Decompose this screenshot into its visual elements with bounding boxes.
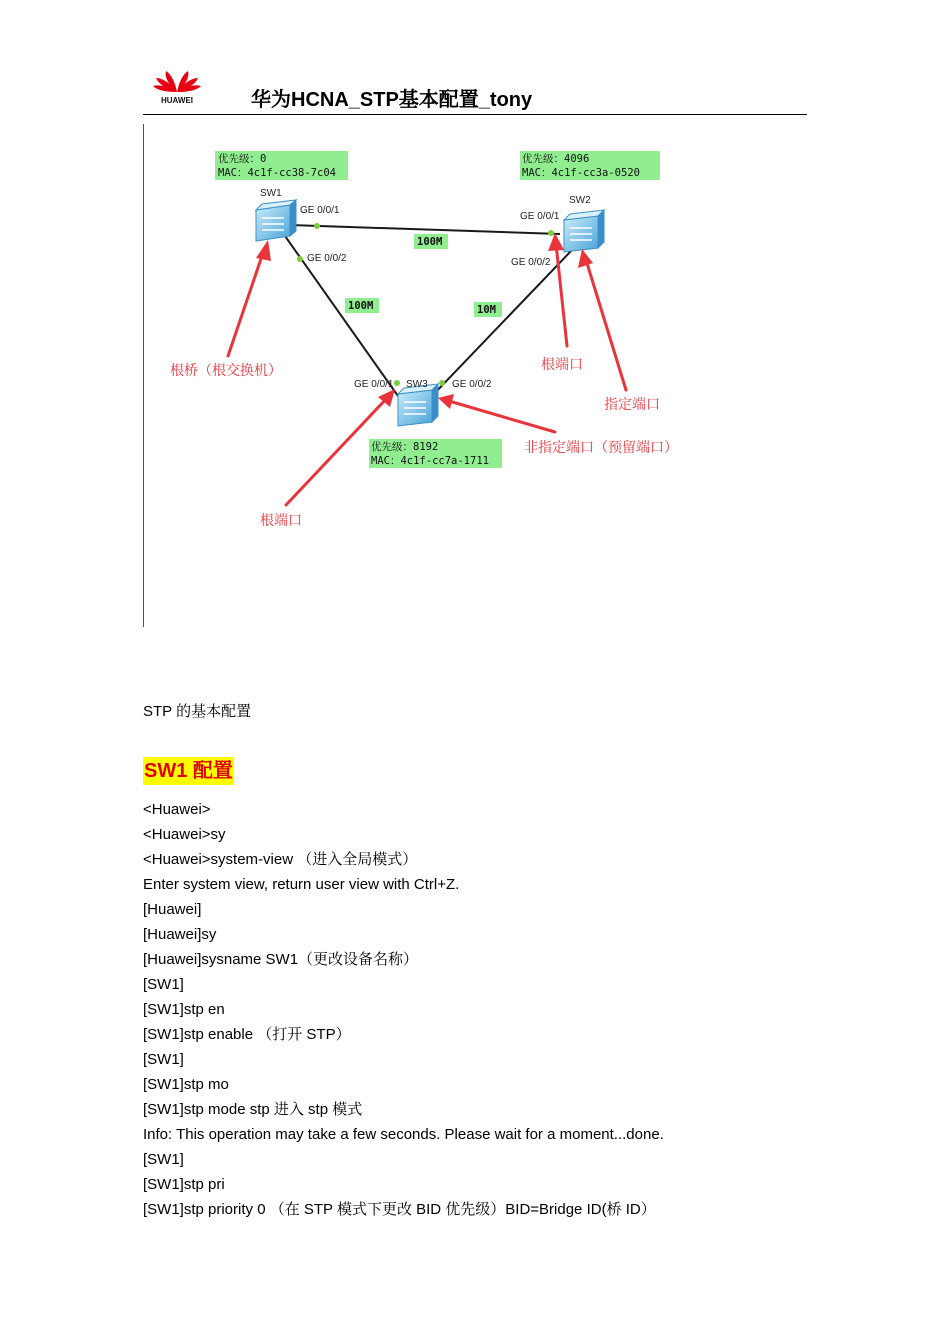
sw2-mac: MAC：4c1f-cc3a-0520 [522, 167, 640, 179]
config-line: [SW1]stp mode stp 进入 stp 模式 [143, 1101, 363, 1118]
config-line: [SW1] [143, 976, 184, 993]
config-line: <Huawei> [143, 801, 211, 818]
sw2-name: SW2 [569, 195, 591, 206]
link-label-sw1-sw3: 100M [348, 300, 374, 312]
config-line: [SW1] [143, 1151, 184, 1168]
page-header [143, 66, 807, 115]
link-sw1-sw2 [290, 225, 560, 234]
switch-sw3-icon [398, 384, 438, 426]
port-dot-sw1-g1 [314, 223, 320, 229]
switch-sw1-icon [256, 200, 296, 241]
link-sw2-sw3 [432, 250, 572, 396]
label-sw3-non-designated: 非指定端口（预留端口） [524, 440, 678, 456]
section-heading-sw1: SW1 配置 [143, 757, 234, 785]
sw2-priority: 优先级：4096 [522, 153, 590, 165]
margin-rule [143, 124, 144, 627]
sw2-port-g1: GE 0/0/1 [520, 211, 560, 222]
sw3-mac: MAC：4c1f-cc7a-1711 [371, 455, 489, 467]
config-line: [Huawei]sysname SW1（更改设备名称） [143, 951, 419, 968]
config-line: <Huawei>sy [143, 826, 226, 843]
config-line: Enter system view, return user view with Ctrl+Z. [143, 876, 460, 893]
config-line: [SW1]stp enable （打开 STP） [143, 1026, 351, 1043]
config-line: [SW1]stp en [143, 1001, 225, 1018]
sw1-port-g2: GE 0/0/2 [307, 253, 347, 264]
arrow-sw2-root-port [556, 244, 567, 346]
sw2-port-g2: GE 0/0/2 [511, 257, 551, 268]
sw1-port-g1: GE 0/0/1 [300, 205, 340, 216]
port-dot-sw3-g1 [394, 380, 400, 386]
label-sw2-root-port: 根端口 [541, 357, 583, 373]
config-line: [Huawei]sy [143, 926, 217, 943]
port-dot-sw1-g2 [297, 256, 303, 262]
sw1-name: SW1 [260, 188, 282, 199]
sw3-name: SW3 [406, 379, 428, 390]
port-dot-sw3-g2 [439, 380, 445, 386]
stp-topology-diagram [150, 138, 710, 538]
arrow-root-bridge [228, 250, 264, 356]
sw3-priority: 优先级：8192 [371, 441, 439, 453]
config-line: [SW1]stp mo [143, 1076, 229, 1093]
arrow-sw2-designated-port [586, 260, 626, 390]
intro-paragraph: STP 的基本配置 [143, 703, 252, 720]
label-sw2-designated-port: 指定端口 [604, 397, 660, 413]
sw1-mac: MAC：4c1f-cc38-7c04 [218, 167, 336, 179]
sw1-priority: 优先级：0 [218, 153, 267, 165]
config-command-list [143, 797, 664, 1222]
sw3-port-g2: GE 0/0/2 [452, 379, 492, 390]
port-dot-sw2-g1 [548, 230, 554, 236]
arrow-sw3-non-designated [449, 401, 555, 432]
logo-text: HUAWEI [161, 96, 193, 105]
document-title: 华为HCNA_STP基本配置_tony [251, 89, 533, 111]
config-line: <Huawei>system-view （进入全局模式） [143, 851, 418, 868]
label-root-bridge: 根桥（根交换机） [170, 363, 282, 379]
link-label-sw1-sw2: 100M [417, 236, 443, 248]
switch-sw2-icon [564, 210, 604, 252]
link-label-sw2-sw3: 10M [477, 304, 496, 316]
config-line: [Huawei] [143, 901, 202, 918]
config-line: [SW1] [143, 1051, 184, 1068]
config-line: [SW1]stp pri [143, 1176, 225, 1193]
sw3-port-g1: GE 0/0/1 [354, 379, 394, 390]
huawei-logo [148, 68, 206, 106]
label-sw3-root-port: 根端口 [260, 513, 302, 529]
config-line: [SW1]stp priority 0 （在 STP 模式下更改 BID 优先级）BID=Bridge ID(桥 ID） [143, 1201, 656, 1218]
config-line: Info: This operation may take a few seconds. Please wait for a moment...done. [143, 1126, 664, 1143]
